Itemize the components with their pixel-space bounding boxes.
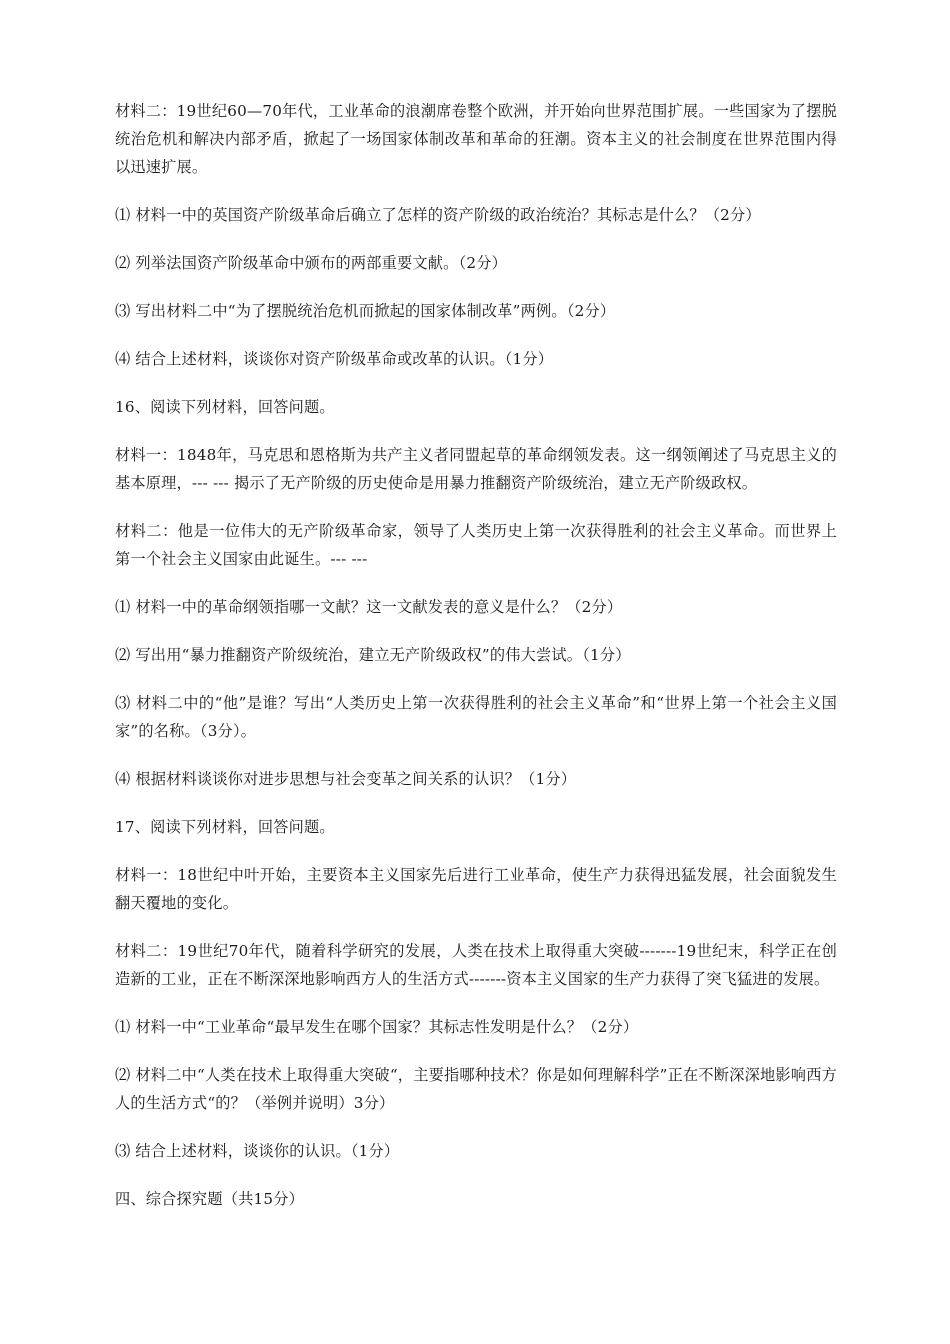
q16-material-1: 材料一：1848年，马克思和恩格斯为共产主义者同盟起草的革命纲领发表。这一纲领阐述了马克思主义的基本原理，--- --- 揭示了无产阶级的历史使命是用暴力推翻资产阶级统治，建立无产阶级政权。 [115, 446, 837, 492]
q16-question-4: ⑷ 根据材料谈谈你对进步思想与社会变革之间关系的认识？（1分） [115, 770, 577, 788]
q16-question-1: ⑴ 材料一中的革命纲领指哪一文献？这一文献发表的意义是什么？（2分） [115, 598, 623, 616]
q17-material-2: 材料二：19世纪70年代，随着科学研究的发展，人类在技术上取得重大突破-------19世纪末，科学正在创造新的工业，正在不断深深地影响西方人的生活方式-------资本主义国家的生产力获得了突飞猛进的发展。 [115, 942, 837, 988]
q17-material-1: 材料一：18世纪中叶开始，主要资本主义国家先后进行工业革命，使生产力获得迅猛发展，社会面貌发生翻天覆地的变化。 [115, 866, 837, 912]
question-2: ⑵ 列举法国资产阶级革命中颁布的两部重要文献。（2分） [115, 254, 507, 272]
section-4-heading: 四、综合探究题（共15分） [115, 1190, 304, 1208]
q16-material-2: 材料二：他是一位伟大的无产阶级革命家，领导了人类历史上第一次获得胜利的社会主义革命。而世界上第一个社会主义国家由此诞生。--- --- [115, 522, 837, 568]
q17-question-3: ⑶ 结合上述材料，谈谈你的认识。（1分） [115, 1142, 400, 1160]
section-16-heading: 16、阅读下列材料，回答问题。 [115, 398, 335, 416]
q16-question-3: ⑶ 材料二中的“他”是谁？写出“人类历史上第一次获得胜利的社会主义革命”和“世界上第一个社会主义国家”的名称。（3分）。 [115, 694, 837, 740]
question-3: ⑶ 写出材料二中“为了摆脱统治危机而掀起的国家体制改革”两例。（2分） [115, 302, 616, 320]
q16-question-2: ⑵ 写出用“暴力推翻资产阶级统治，建立无产阶级政权”的伟大尝试。（1分） [115, 646, 631, 664]
q17-question-1: ⑴ 材料一中“工业革命“最早发生在哪个国家？其标志性发明是什么？（2分） [115, 1018, 639, 1036]
question-4: ⑷ 结合上述材料，谈谈你对资产阶级革命或改革的认识。（1分） [115, 350, 554, 368]
document-page [115, 97, 837, 1233]
material-2-paragraph: 材料二：19世纪60—70年代，工业革命的浪潮席卷整个欧洲，并开始向世界范围扩展。一些国家为了摆脱统治危机和解决内部矛盾，掀起了一场国家体制改革和革命的狂潮。资本主义的社会制度在世界范围内得以迅速扩展。 [115, 102, 837, 176]
q17-question-2: ⑵ 材料二中“人类在技术上取得重大突破“，主要指哪种技术？你是如何理解科学”正在不断深深地影响西方人的生活方式“的？（举例并说明）3分） [115, 1066, 837, 1112]
section-17-heading: 17、阅读下列材料，回答问题。 [115, 818, 335, 836]
question-1: ⑴ 材料一中的英国资产阶级革命后确立了怎样的资产阶级的政治统治？其标志是什么？（2分） [115, 206, 761, 224]
